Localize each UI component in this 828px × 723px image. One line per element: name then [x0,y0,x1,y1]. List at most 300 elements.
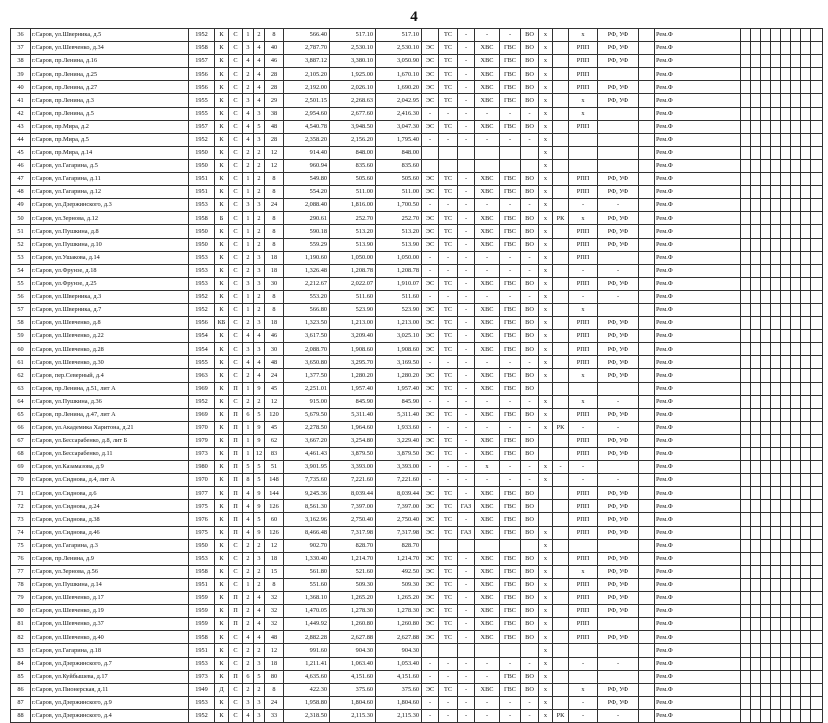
living-area-cell: 511.00 [330,186,376,199]
empty-cell [781,199,791,212]
row-index-cell: 87 [11,696,31,709]
gas-cell: - [458,42,475,55]
mark-c-cell: РПП [569,317,598,330]
floors-cell: 9 [254,500,265,513]
empty-cell [781,421,791,434]
empty-cell [791,133,801,146]
hot-water-cell: - [500,461,521,474]
empty-cell [751,107,761,120]
entrances-cell: 2 [243,552,254,565]
empty-cell [771,173,781,186]
gas-cell: - [458,238,475,251]
year-built-cell: 1953 [189,552,215,565]
year-built-cell: 1953 [189,199,215,212]
row-index-cell: 68 [11,448,31,461]
entrances-cell: 2 [243,251,254,264]
empty-cell [741,94,751,107]
wall-material-cell: К [215,290,229,303]
hot-water-cell: ГВС [500,303,521,316]
table-row [11,330,823,343]
residential-area-cell: 3,025.10 [376,330,422,343]
mark-a-cell: х [539,186,553,199]
fund-type-cell: - [598,199,639,212]
empty-cell [801,644,811,657]
wall-material-cell: К [215,448,229,461]
empty-cell [781,474,791,487]
hot-water-cell: ГВС [500,526,521,539]
address-cell: г.Саров, ул.Шевченко, д.8 [31,317,189,330]
empty-cell [801,81,811,94]
fund-status-cell: Рем.Ф [655,605,741,618]
total-area-cell: 290.61 [284,212,330,225]
gas-cell: - [458,94,475,107]
entrances-cell: 1 [243,186,254,199]
empty-cell [741,631,751,644]
mark-d-cell [639,29,655,42]
sewerage-cell: - [521,356,539,369]
sewerage-cell: - [521,461,539,474]
wall-material-cell: К [215,277,229,290]
total-area-cell: 3,650.80 [284,356,330,369]
total-area-cell: 2,088.70 [284,343,330,356]
wall-material-cell: К [215,526,229,539]
empty-cell [801,173,811,186]
entrances-cell: 2 [243,264,254,277]
wall-material-cell: К [215,513,229,526]
heating-cell: ТС [439,68,458,81]
empty-cell [791,644,801,657]
empty-cell [741,382,751,395]
fund-status-cell: Рем.Ф [655,42,741,55]
mark-d-cell [639,173,655,186]
entrances-cell: 2 [243,539,254,552]
heating-cell: ТС [439,317,458,330]
floors-cell: 2 [254,212,265,225]
gas-cell: ГАЗ [458,500,475,513]
empty-cell [771,369,781,382]
gas-cell: - [458,120,475,133]
empty-cell [801,578,811,591]
address-cell: г.Саров, ул.Пушкина, д.8 [31,225,189,238]
living-area-cell: 7,397.00 [330,500,376,513]
mark-c-cell: РПП [569,277,598,290]
fund-status-cell: Рем.Ф [655,290,741,303]
electricity-cell: - [422,264,439,277]
table-row [11,500,823,513]
sewerage-cell: - [521,199,539,212]
empty-cell [791,657,801,670]
mark-c-cell: х [569,107,598,120]
empty-cell [811,408,823,421]
empty-cell [791,539,801,552]
mark-d-cell [639,552,655,565]
empty-cell [761,565,771,578]
gas-cell: - [458,264,475,277]
apartments-cell: 32 [265,618,284,631]
address-cell: г.Саров, ул.Сиднова, д.46 [31,526,189,539]
fund-type-cell: РФ, УФ [598,212,639,225]
total-area-cell: 3,901.95 [284,461,330,474]
residential-area-cell: 8,039.44 [376,487,422,500]
electricity-cell: ЭС [422,343,439,356]
empty-cell [761,330,771,343]
fund-type-cell: РФ, УФ [598,578,639,591]
housing-register-table [10,28,823,723]
empty-cell [781,330,791,343]
address-cell: г.Саров, ул.Шевченко, д.30 [31,356,189,369]
empty-cell [761,55,771,68]
empty-cell [811,107,823,120]
total-area-cell: 2,212.67 [284,277,330,290]
entrances-cell: 1 [243,303,254,316]
mark-d-cell [639,107,655,120]
row-index-cell: 55 [11,277,31,290]
empty-cell [741,356,751,369]
mark-a-cell: х [539,225,553,238]
heating-cell: ТС [439,382,458,395]
empty-cell [811,487,823,500]
empty-cell [741,186,751,199]
living-area-cell: 513.20 [330,225,376,238]
gas-cell: - [458,513,475,526]
fund-type-cell [598,159,639,172]
empty-cell [801,631,811,644]
hot-water-cell: - [500,251,521,264]
heating-cell: ТС [439,238,458,251]
floor-type-cell: С [229,264,243,277]
empty-cell [811,421,823,434]
mark-c-cell: - [569,696,598,709]
row-index-cell: 73 [11,513,31,526]
floors-cell: 4 [254,605,265,618]
empty-cell [801,395,811,408]
fund-status-cell: Рем.Ф [655,565,741,578]
address-cell: г.Саров, ул.Гагарина, д.11 [31,173,189,186]
fund-status-cell: Рем.Ф [655,94,741,107]
mark-b-cell: - [553,461,569,474]
floors-cell: 2 [254,683,265,696]
floor-type-cell: С [229,173,243,186]
hot-water-cell: ГВС [500,513,521,526]
empty-cell [781,696,791,709]
row-index-cell: 85 [11,670,31,683]
mark-c-cell: РПП [569,434,598,447]
apartments-cell: 12 [265,395,284,408]
sewerage-cell: ВО [521,605,539,618]
wall-material-cell: К [215,487,229,500]
gas-cell: - [458,277,475,290]
row-index-cell: 80 [11,605,31,618]
year-built-cell: 1953 [189,657,215,670]
cold-water-cell: - [475,29,500,42]
fund-type-cell [598,251,639,264]
fund-type-cell [598,146,639,159]
empty-cell [801,709,811,722]
apartments-cell: 80 [265,670,284,683]
heating-cell: ТС [439,225,458,238]
mark-b-cell [553,448,569,461]
mark-c-cell: РПП [569,356,598,369]
mark-b-cell [553,605,569,618]
total-area-cell: 1,449.92 [284,618,330,631]
residential-area-cell: 1,804.60 [376,696,422,709]
empty-cell [771,382,781,395]
table-row [11,696,823,709]
mark-a-cell: х [539,330,553,343]
living-area-cell: 1,214.70 [330,552,376,565]
fund-status-cell: Рем.Ф [655,448,741,461]
empty-cell [781,369,791,382]
cold-water-cell: ХВС [475,487,500,500]
mark-a-cell: х [539,29,553,42]
table-row [11,120,823,133]
mark-c-cell: х [569,369,598,382]
year-built-cell: 1950 [189,238,215,251]
fund-type-cell: РФ, УФ [598,448,639,461]
living-area-cell: 2,115.30 [330,709,376,722]
mark-a-cell: х [539,94,553,107]
floors-cell: 4 [254,330,265,343]
mark-d-cell [639,225,655,238]
fund-type-cell: РФ, УФ [598,238,639,251]
empty-cell [801,120,811,133]
empty-cell [791,29,801,42]
residential-area-cell: 375.60 [376,683,422,696]
sewerage-cell: ВО [521,94,539,107]
mark-d-cell [639,277,655,290]
floors-cell: 4 [254,55,265,68]
wall-material-cell: К [215,578,229,591]
mark-c-cell: РПП [569,500,598,513]
empty-cell [791,618,801,631]
empty-cell [741,696,751,709]
floors-cell: 9 [254,487,265,500]
empty-cell [801,434,811,447]
electricity-cell [422,644,439,657]
cold-water-cell: - [475,356,500,369]
empty-cell [741,369,751,382]
heating-cell: ТС [439,448,458,461]
mark-d-cell [639,303,655,316]
sewerage-cell: - [521,107,539,120]
wall-material-cell: К [215,159,229,172]
wall-material-cell: К [215,264,229,277]
empty-cell [791,55,801,68]
fund-status-cell: Рем.Ф [655,487,741,500]
residential-area-cell: 845.90 [376,395,422,408]
fund-status-cell: Рем.Ф [655,225,741,238]
mark-a-cell: х [539,159,553,172]
residential-area-cell: 1,957.40 [376,382,422,395]
electricity-cell: ЭС [422,238,439,251]
year-built-cell: 1954 [189,330,215,343]
total-area-cell: 1,211.41 [284,657,330,670]
electricity-cell: ЭС [422,552,439,565]
hot-water-cell: ГВС [500,382,521,395]
sewerage-cell: - [521,474,539,487]
entrances-cell: 2 [243,369,254,382]
address-cell: г.Саров, ул.Сиднова, д.6 [31,487,189,500]
row-index-cell: 50 [11,212,31,225]
empty-cell [811,199,823,212]
wall-material-cell: К [215,500,229,513]
floor-type-cell: С [229,212,243,225]
empty-cell [751,212,761,225]
empty-cell [741,657,751,670]
empty-cell [751,670,761,683]
electricity-cell: ЭС [422,120,439,133]
hot-water-cell: - [500,474,521,487]
apartments-cell: 30 [265,343,284,356]
empty-cell [811,526,823,539]
empty-cell [801,238,811,251]
hot-water-cell: ГВС [500,317,521,330]
fund-type-cell [598,382,639,395]
hot-water-cell: ГВС [500,68,521,81]
mark-c-cell [569,670,598,683]
hot-water-cell: - [500,395,521,408]
electricity-cell: ЭС [422,317,439,330]
empty-cell [761,644,771,657]
wall-material-cell: К [215,55,229,68]
empty-cell [761,303,771,316]
total-area-cell: 590.18 [284,225,330,238]
electricity-cell: - [422,657,439,670]
empty-cell [801,29,811,42]
empty-cell [771,513,781,526]
row-index-cell: 39 [11,68,31,81]
fund-status-cell: Рем.Ф [655,277,741,290]
wall-material-cell: Б [215,212,229,225]
row-index-cell: 82 [11,631,31,644]
fund-type-cell [598,670,639,683]
empty-cell [781,683,791,696]
table-row [11,29,823,42]
electricity-cell: ЭС [422,42,439,55]
empty-cell [771,592,781,605]
entrances-cell: 1 [243,434,254,447]
empty-cell [751,526,761,539]
empty-cell [801,199,811,212]
mark-b-cell [553,592,569,605]
living-area-cell: 1,265.20 [330,592,376,605]
mark-b-cell [553,565,569,578]
empty-cell [771,552,781,565]
living-area-cell: 2,750.40 [330,513,376,526]
year-built-cell: 1969 [189,408,215,421]
empty-cell [791,277,801,290]
mark-b-cell [553,369,569,382]
empty-cell [781,356,791,369]
mark-a-cell: х [539,212,553,225]
year-built-cell: 1977 [189,487,215,500]
heating-cell: - [439,107,458,120]
entrances-cell: 4 [243,330,254,343]
cold-water-cell: ХВС [475,408,500,421]
empty-cell [771,696,781,709]
hot-water-cell: ГВС [500,173,521,186]
mark-a-cell: х [539,199,553,212]
sewerage-cell: ВО [521,565,539,578]
cold-water-cell: ХВС [475,120,500,133]
fund-type-cell [598,303,639,316]
hot-water-cell: ГВС [500,81,521,94]
sewerage-cell: ВО [521,487,539,500]
empty-cell [781,487,791,500]
empty-cell [791,251,801,264]
year-built-cell: 1952 [189,133,215,146]
empty-cell [761,578,771,591]
floor-type-cell: С [229,120,243,133]
floor-type-cell: П [229,434,243,447]
entrances-cell: 3 [243,696,254,709]
empty-cell [811,592,823,605]
fund-status-cell: Рем.Ф [655,107,741,120]
gas-cell: - [458,356,475,369]
mark-d-cell [639,696,655,709]
fund-status-cell: Рем.Ф [655,552,741,565]
table-row [11,709,823,722]
electricity-cell: - [422,199,439,212]
empty-cell [791,186,801,199]
table-row [11,186,823,199]
empty-cell [801,264,811,277]
mark-c-cell [569,382,598,395]
entrances-cell: 1 [243,225,254,238]
living-area-cell: 1,050.00 [330,251,376,264]
mark-b-cell [553,146,569,159]
total-area-cell: 2,251.01 [284,382,330,395]
empty-cell [811,55,823,68]
heating-cell: ТС [439,55,458,68]
row-index-cell: 46 [11,159,31,172]
year-built-cell: 1953 [189,264,215,277]
empty-cell [741,500,751,513]
empty-cell [811,474,823,487]
empty-cell [771,264,781,277]
empty-cell [801,539,811,552]
floor-type-cell: С [229,565,243,578]
year-built-cell: 1970 [189,421,215,434]
cold-water-cell: ХВС [475,225,500,238]
table-row [11,474,823,487]
empty-cell [771,159,781,172]
floor-type-cell: П [229,605,243,618]
fund-type-cell: - [598,290,639,303]
mark-d-cell [639,369,655,382]
row-index-cell: 52 [11,238,31,251]
empty-cell [791,173,801,186]
residential-area-cell: 2,416.30 [376,107,422,120]
wall-material-cell: К [215,421,229,434]
empty-cell [781,251,791,264]
floor-type-cell: С [229,709,243,722]
year-built-cell: 1949 [189,683,215,696]
sewerage-cell: ВО [521,238,539,251]
floor-type-cell: С [229,42,243,55]
residential-area-cell: 1,208.78 [376,264,422,277]
sewerage-cell: ВО [521,29,539,42]
heating-cell: ТС [439,592,458,605]
cold-water-cell: ХВС [475,173,500,186]
mark-c-cell: - [569,199,598,212]
mark-c-cell: - [569,709,598,722]
year-built-cell: 1973 [189,448,215,461]
table-row [11,448,823,461]
mark-b-cell [553,644,569,657]
mark-a-cell [539,434,553,447]
empty-cell [811,29,823,42]
